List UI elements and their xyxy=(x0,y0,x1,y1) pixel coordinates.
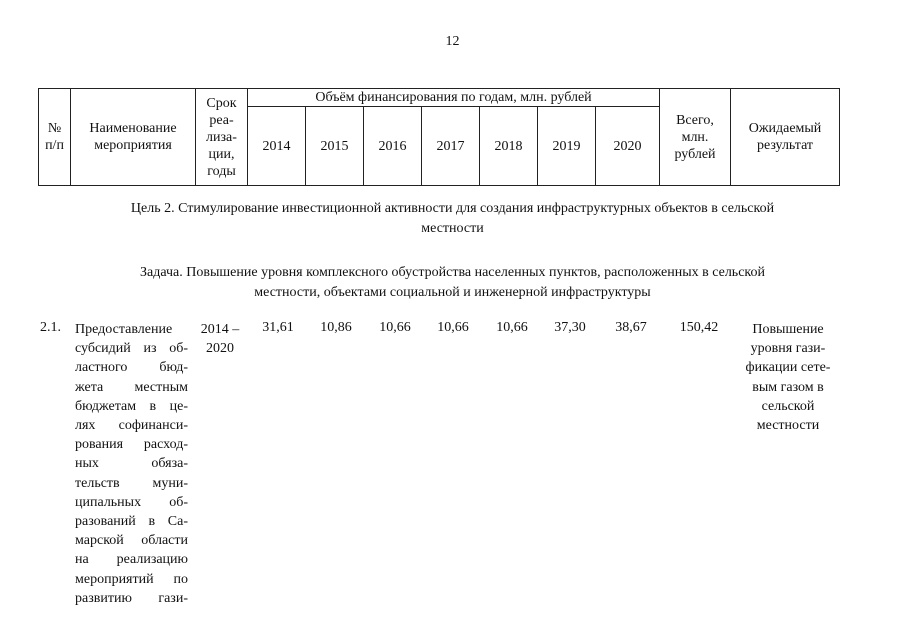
row-result-line: сельской xyxy=(761,398,815,414)
row-name-line: жета местным xyxy=(75,379,188,395)
header-result-line: результат xyxy=(756,138,814,153)
row-value-2016: 10,66 xyxy=(379,320,411,335)
row-name-line: марской области xyxy=(75,533,188,549)
row-value-2018: 10,66 xyxy=(496,320,528,335)
header-number-line: № xyxy=(47,121,62,136)
row-name-line: тельств муни- xyxy=(75,475,188,491)
row-number: 2.1. xyxy=(40,320,61,335)
header-term-line: Срок xyxy=(206,95,237,111)
row-name-line: ципальных об- xyxy=(75,494,188,510)
header-term-line: лиза- xyxy=(206,129,237,145)
header-total-line: Всего, xyxy=(676,112,714,128)
header-number-line: п/п xyxy=(45,138,64,153)
row-activity-name xyxy=(75,320,188,608)
header-term-cell xyxy=(196,89,248,186)
row-result-line: фикации сете- xyxy=(745,360,831,376)
header-year-2017: 2017 xyxy=(422,107,480,186)
header-total-line: млн. xyxy=(681,129,709,145)
row-result-line: Повышение xyxy=(752,322,824,337)
row-term-line: 2014 – xyxy=(200,322,240,337)
header-term-line: ции, xyxy=(208,146,235,162)
header-funding-group: Объём финансирования по годам, млн. рублей xyxy=(248,89,660,107)
row-expected-result xyxy=(734,320,842,435)
row-name-line: ластного бюд- xyxy=(75,360,188,376)
header-name-line: Наименование xyxy=(89,121,177,136)
header-total-cell xyxy=(660,89,731,186)
header-year-2016: 2016 xyxy=(364,107,422,186)
row-value-2015: 10,86 xyxy=(320,320,352,335)
row-result-line: местности xyxy=(756,418,820,434)
row-name-line: на реализацию xyxy=(75,552,188,568)
header-year-2019: 2019 xyxy=(538,107,596,186)
row-name-line: рования расход- xyxy=(75,437,188,453)
header-year-2015: 2015 xyxy=(306,107,364,186)
row-name-line: субсидий из об- xyxy=(75,341,188,357)
header-name-cell xyxy=(71,89,196,186)
header-total-line: рублей xyxy=(674,146,716,162)
task-line: Задача. Повышение уровня комплексного обустройства населенных пунктов, расположенных в сельской xyxy=(140,265,765,280)
page-number: 12 xyxy=(445,34,460,49)
row-name-line: разований в Са- xyxy=(75,514,188,530)
row-value-2017: 10,66 xyxy=(437,320,469,335)
goal-heading xyxy=(60,199,845,239)
goal-line: местности xyxy=(421,221,484,236)
row-value-2014: 31,61 xyxy=(262,320,294,335)
header-term-line: реа- xyxy=(209,112,234,128)
header-year-2018: 2018 xyxy=(480,107,538,186)
row-value-2019: 37,30 xyxy=(554,320,586,335)
row-total: 150,42 xyxy=(679,320,719,335)
row-name-line: Предоставление xyxy=(75,322,173,337)
header-number-cell xyxy=(39,89,71,186)
row-result-line: уровня гази- xyxy=(750,341,826,357)
funding-table-header xyxy=(38,88,840,186)
row-name-line: бюджетам в це- xyxy=(75,398,188,414)
row-term xyxy=(192,320,248,358)
task-heading xyxy=(60,263,845,303)
task-line: местности, объектами социальной и инженерной инфраструктуры xyxy=(254,285,651,300)
row-value-2020: 38,67 xyxy=(615,320,647,335)
header-year-2020: 2020 xyxy=(596,107,660,186)
goal-line: Цель 2. Стимулирование инвестиционной активности для создания инфраструктурных объектов в сельской xyxy=(130,201,775,216)
row-name-line: лях софинанси- xyxy=(75,418,188,434)
header-year-2014: 2014 xyxy=(248,107,306,186)
row-name-line: развитию гази- xyxy=(75,590,188,606)
row-result-line: вым газом в xyxy=(752,379,824,395)
row-name-line: мероприятий по xyxy=(75,571,188,587)
row-name-line: ных обяза- xyxy=(75,456,188,472)
header-result-line: Ожидаемый xyxy=(748,121,822,136)
header-result-cell xyxy=(731,89,840,186)
row-term-line: 2020 xyxy=(206,341,234,356)
header-term-line: годы xyxy=(207,163,236,179)
header-name-line: мероприятия xyxy=(94,138,172,153)
